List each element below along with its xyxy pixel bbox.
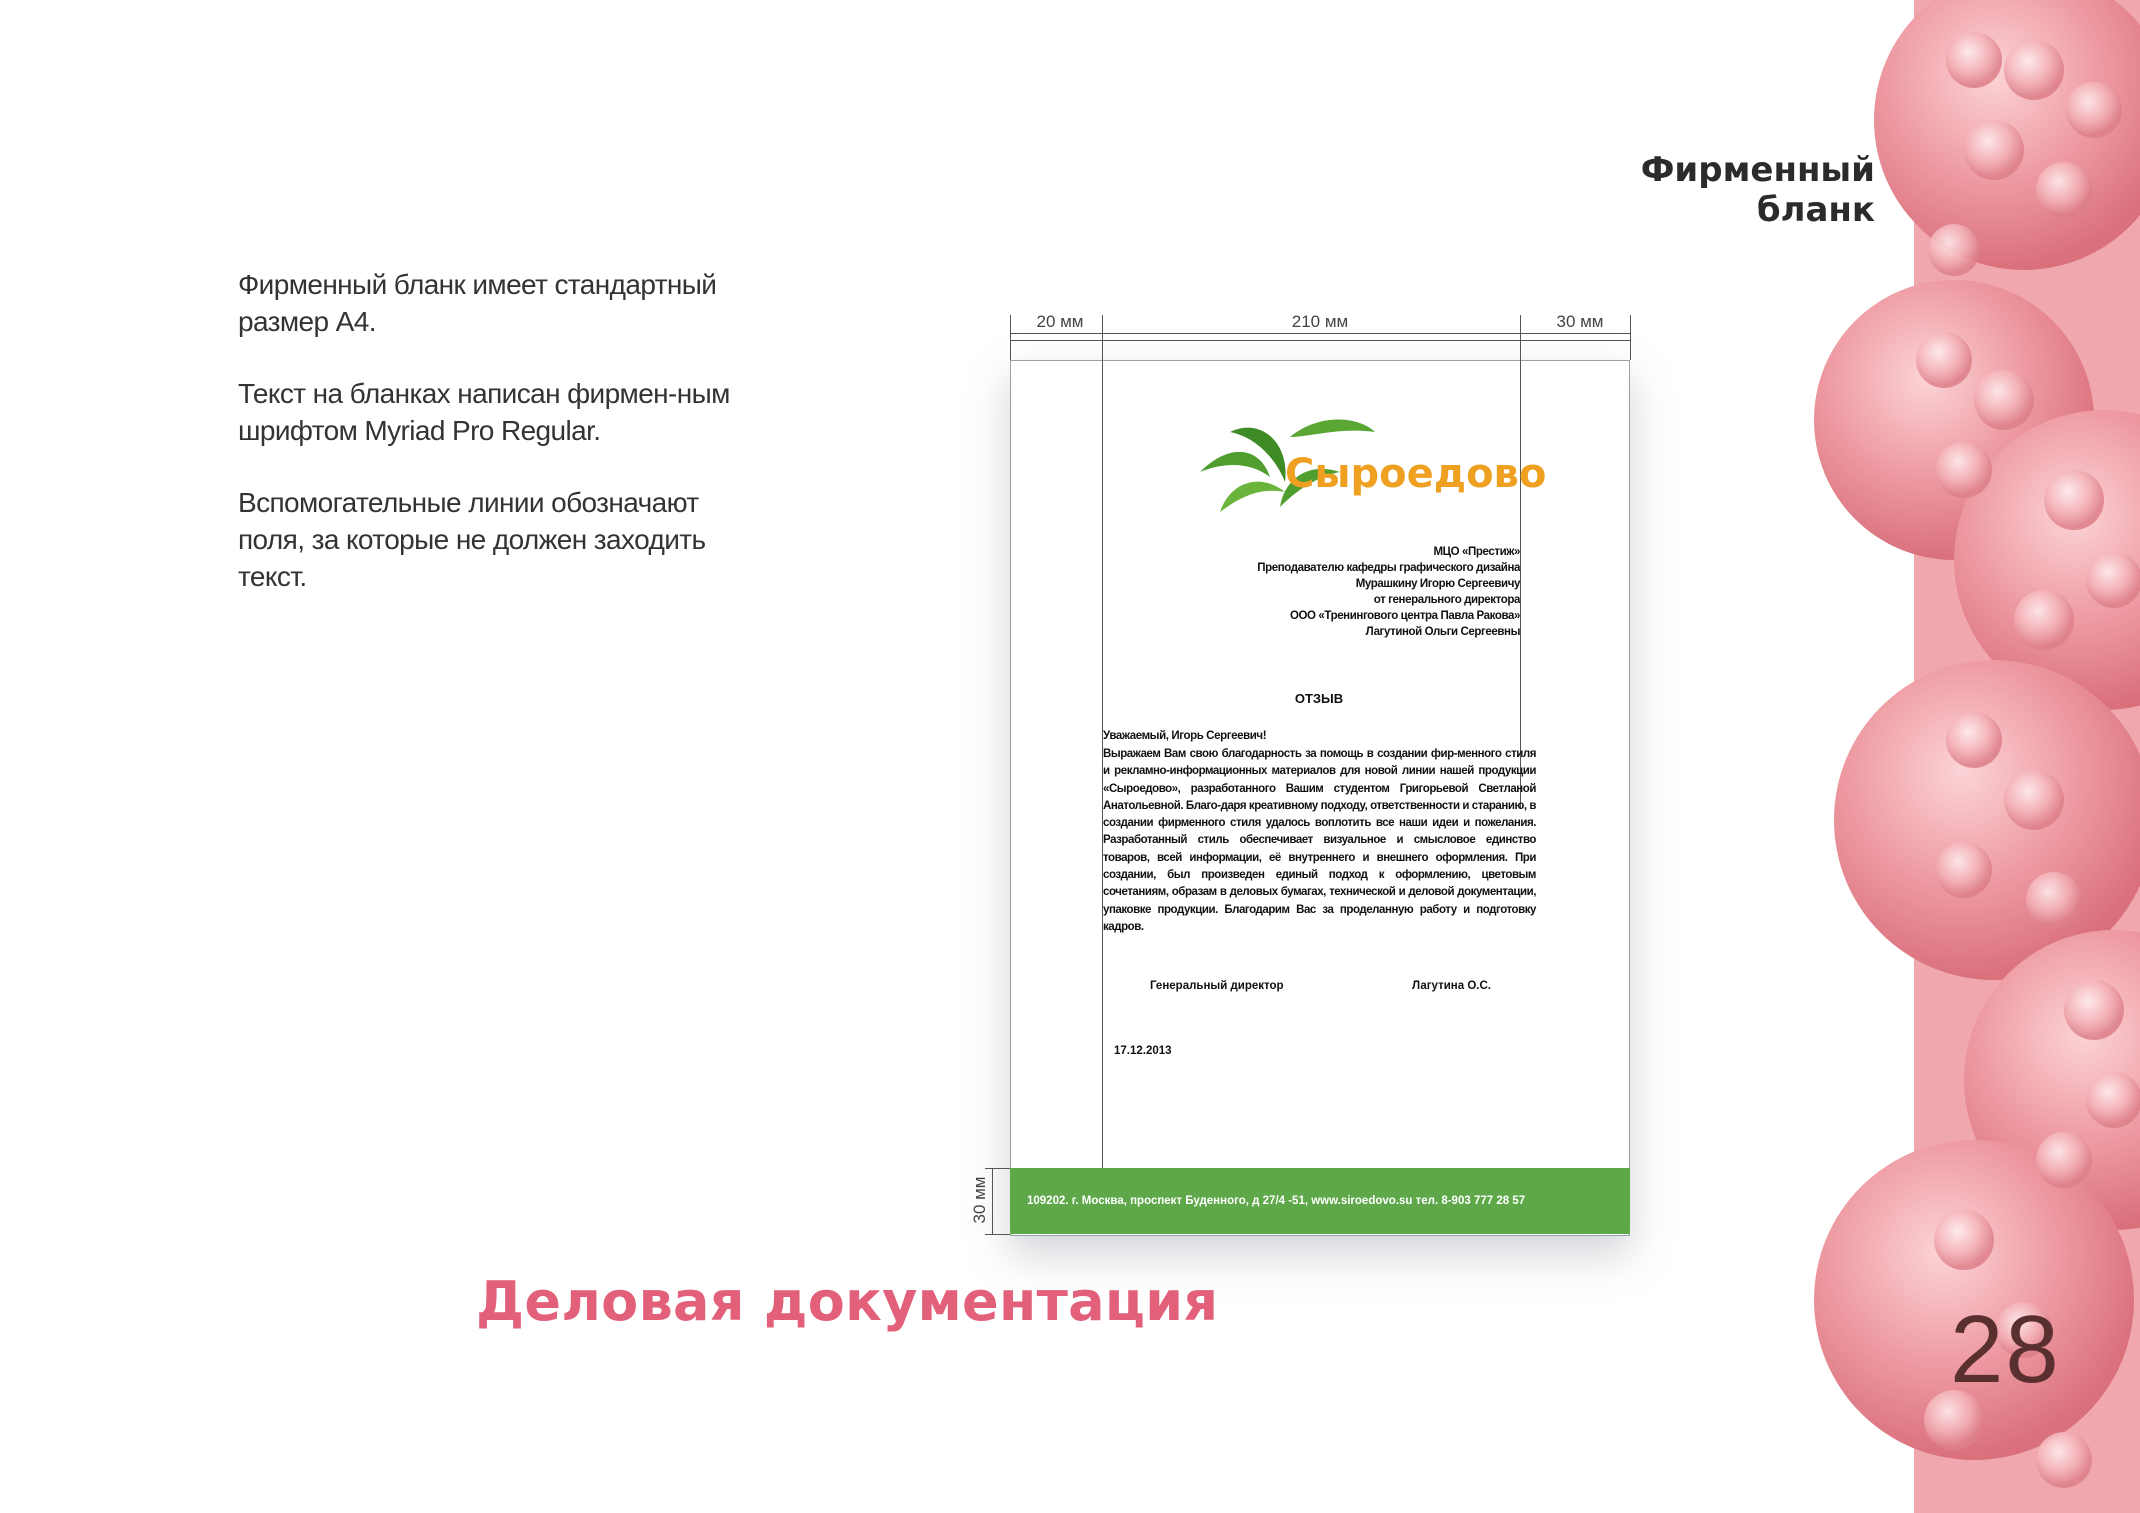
- margin-guide-left: [1102, 315, 1103, 1170]
- recipient-line: ООО «Тренингового центра Павла Ракова»: [1289, 610, 1520, 622]
- signature-role: Генеральный директор: [1150, 980, 1284, 992]
- letter-date: 17.12.2013: [1114, 1045, 1172, 1057]
- letter-greeting: Уважаемый, Игорь Сергеевич!: [1103, 730, 1267, 742]
- intro-text: [238, 266, 758, 630]
- raspberry-background-strip: [1914, 0, 2140, 1513]
- logo-text: Сыроедово: [1285, 451, 1547, 497]
- bottom-dimension-line: [992, 1168, 993, 1234]
- signature-name: Лагутина О.С.: [1412, 980, 1491, 992]
- top-dimension-line: [1010, 333, 1630, 334]
- recipient-line: Преподавателю кафедры графического дизайна: [1257, 562, 1520, 574]
- letter-body: Выражаем Вам свою благодарность за помощь в создании фир-менного стиля и рекламно-информационных материалов для новой линии нашей продукции «Сыроедово», разработанного Вашим студентом Григорьевой Светланой Анатольевной. Благо-даря креативному подходу, ответственности и старанию, в создании фирменного стиля удалось воплотить все наши идеи и пожелания. Разработанный стиль обеспечивает визуальное и смысловое единство товаров, всей информации, её внутреннего и внешнего оформления. При создании, был произведен единый подход к оформлению, цветовым сочетаниям, образам в деловых бумагах, технической и деловой документации, упаковке продукции. Благодарим Вас за проделанную работу и подготовку кадров.: [1103, 748, 1536, 933]
- dimension-tick: [1630, 315, 1631, 360]
- dimension-tick: [1010, 315, 1011, 360]
- recipient-block: [1150, 544, 1520, 640]
- dimension-width: 210 мм: [1291, 312, 1349, 331]
- intro-paragraph: Вспомогательные линии обозначают поля, за которые не должен заходить текст.: [238, 487, 706, 592]
- dimension-bottom-margin: 30 мм: [970, 1176, 989, 1224]
- letterhead-footer-bar: 109202. г. Москва, проспект Буденного, д 27/4 -51, www.siroedovo.su тел. 8-903 777 28 57: [1010, 1168, 1630, 1234]
- recipient-line: МЦО «Престиж»: [1433, 546, 1520, 558]
- page-number: 28: [1950, 1296, 2061, 1403]
- intro-paragraph: Фирменный бланк имеет стандартный размер А4.: [238, 269, 717, 337]
- section-title: Фирменный бланк: [1640, 150, 1875, 230]
- top-dimension-line: [1010, 340, 1630, 341]
- dimension-left-margin: 20 мм: [1036, 312, 1084, 331]
- raspberry-pattern: [1914, 0, 2140, 1513]
- siroedovo-logo: [1190, 412, 1547, 522]
- intro-paragraph: Текст на бланках написан фирмен-ным шрифтом Myriad Pro Regular.: [238, 378, 730, 446]
- letter-title: ОТЗЫВ: [1294, 691, 1344, 706]
- page-footer-title: Деловая документация: [476, 1270, 1219, 1333]
- dimension-right-margin: 30 мм: [1556, 312, 1604, 331]
- recipient-line: от генерального директора: [1373, 594, 1520, 606]
- recipient-line: Лагутиной Ольги Сергеевны: [1365, 626, 1520, 638]
- recipient-line: Мурашкину Игорю Сергеевичу: [1355, 578, 1520, 590]
